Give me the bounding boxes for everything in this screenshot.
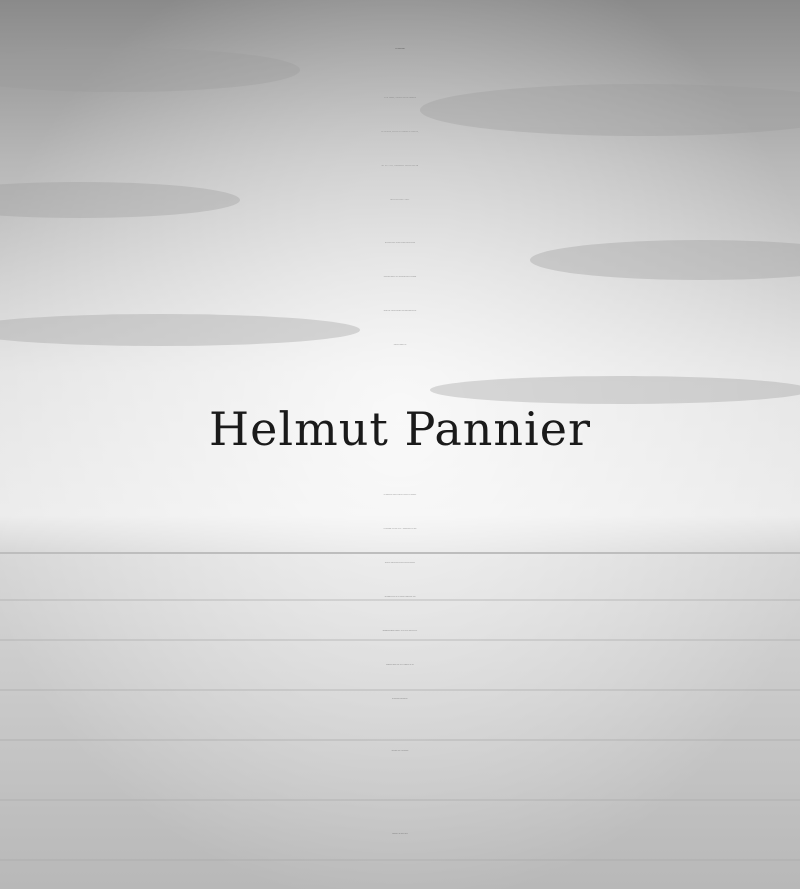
special-thanks-line: musikalische Umrahmung.	[392, 699, 408, 700]
special-thanks-line: Bestattungsinstitut Leßmann, Herrn Pfarrer Schulz für die	[382, 631, 418, 632]
heading: Herzlichen Dank	[395, 49, 405, 50]
thanks-intro-line: Wir danken allen, die sich in stiller Trauer mit uns	[385, 243, 415, 244]
special-thanks-line: „Vergißmeinnicht“ für die liebevolle Betreuung, dem	[384, 597, 416, 598]
special-thanks-line: Ein besonderer Dank gilt seinen Freunden in Uthausen	[383, 495, 417, 496]
deceased-name: Helmut Pannier	[209, 402, 591, 456]
poem-line: entgegengebracht wurde.	[389, 200, 411, 201]
poem-line: zu verlieren, aber es ist tröstend zu erfahren,	[381, 132, 419, 133]
poem-line: Es ist schwer, einen geliebten Menschen	[383, 98, 417, 99]
special-thanks-line: und Bergwitz, Frau Dipl. Med. A. Zimmermann und dem	[383, 529, 417, 530]
signer-name	[0, 774, 800, 798]
thanks-intro-line: verbunden fühlten, ihre Anteilnahme auf so vielfältige	[383, 277, 417, 278]
special-thanks-line: Team der Naturheilpraxis Radis, dem Seniorenpark	[384, 563, 416, 564]
special-thanks-line: tröstenden Worte und Herrn Hausmann für die	[386, 665, 414, 666]
thanks-intro-line: Abschied nahmen von	[393, 345, 407, 346]
thanks-intro-line: Weise zum Ausdruck brachten und gemeinsam mit uns	[383, 311, 417, 312]
signoff: Im Namen aller Angehörigen	[391, 751, 409, 752]
place-date: Uthausen, im Januar 2016	[392, 834, 408, 835]
poem-line: wie viel Liebe, Freundschaft und Achtung ihm	[381, 166, 419, 167]
